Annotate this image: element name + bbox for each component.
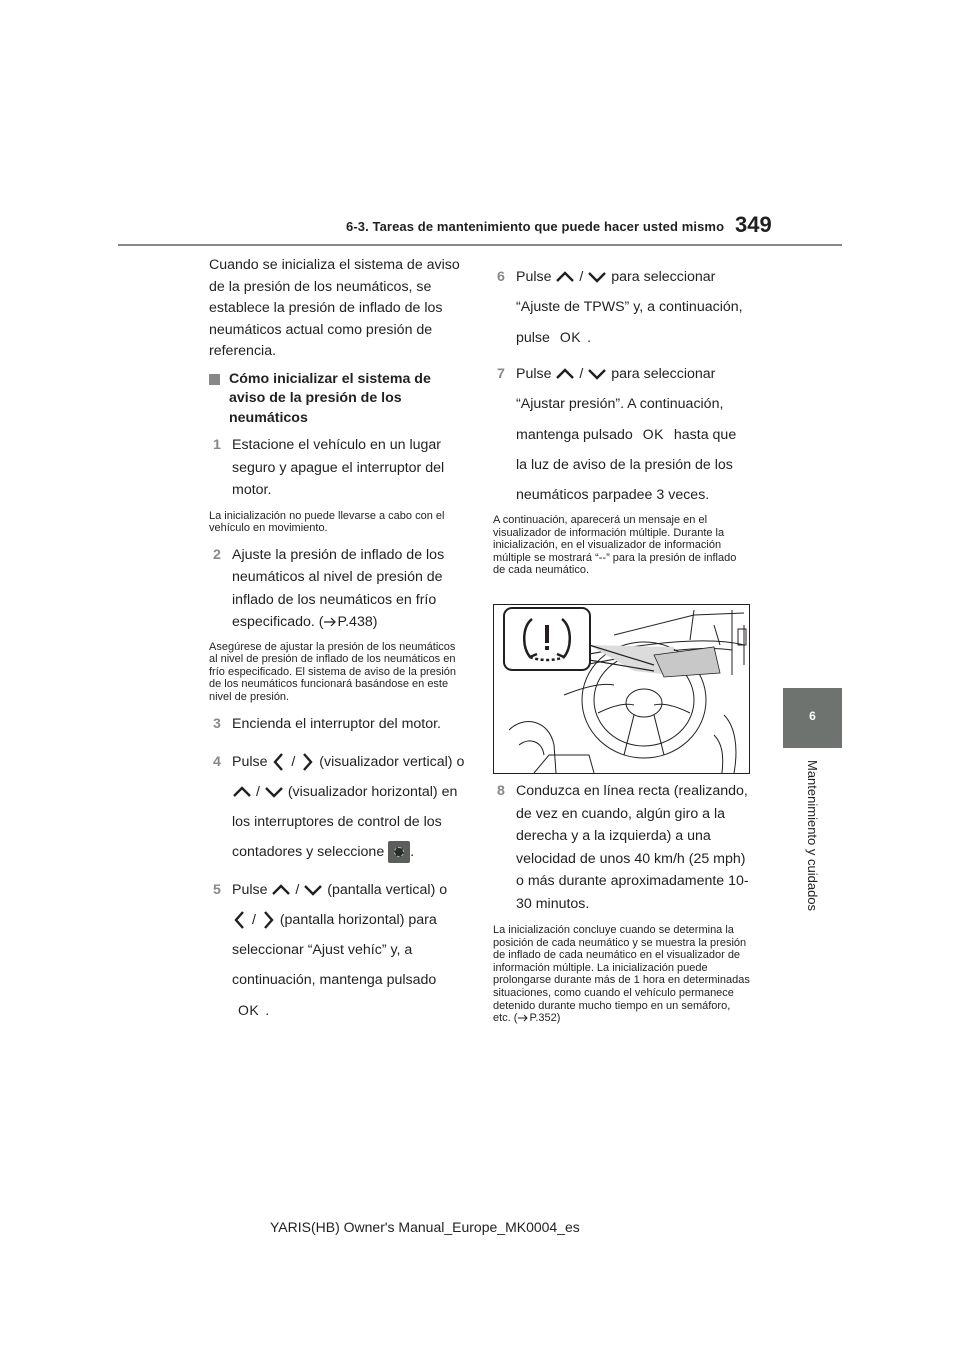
settings-gear-icon bbox=[388, 841, 410, 863]
step-7 bbox=[493, 359, 751, 510]
arrow-right-icon bbox=[517, 1014, 529, 1022]
left-column bbox=[209, 255, 467, 1026]
step-text: (visualizador vertical) o bbox=[319, 754, 465, 771]
chevron-left-icon bbox=[271, 752, 287, 772]
step-text: Conduzca en línea recta (realizando, de vez en cuando, algún giro a la derecha y a la izquierda) a una velocidad de unos 40 km/h (25 mph) o más durante aproximadamente 10-30 minutos. bbox=[516, 783, 749, 912]
chevron-left-icon bbox=[232, 910, 248, 930]
period-text: . bbox=[587, 330, 592, 346]
step-text: Encienda el interruptor del motor. bbox=[232, 715, 441, 732]
chevron-down-icon bbox=[303, 883, 323, 897]
step-text: para seleccionar “Ajustar presión”. A continuación, mantenga pulsado bbox=[516, 366, 724, 443]
step-text: (visualizador horizontal) en los interruptores de control de los contadores y seleccione bbox=[232, 784, 458, 861]
step-text: (pantalla horizontal) para seleccionar “Ajust vehíc” y, a continuación, mantenga pulsado bbox=[232, 912, 437, 989]
step-number: 7 bbox=[497, 366, 505, 382]
step-number: 3 bbox=[213, 715, 221, 732]
chevron-down-icon bbox=[587, 367, 607, 381]
ok-button-icon: OK bbox=[642, 426, 664, 442]
step-number: 1 bbox=[213, 437, 221, 453]
slash-text: / bbox=[291, 754, 296, 771]
step-text: para seleccionar “Ajuste de TPWS” y, a continuación, pulse bbox=[516, 269, 743, 346]
page-reference: P.352) bbox=[529, 1012, 561, 1025]
chevron-down-icon bbox=[264, 785, 284, 799]
chevron-right-icon bbox=[260, 910, 276, 930]
chevron-down-icon bbox=[587, 270, 607, 284]
step-number: 8 bbox=[497, 783, 505, 799]
chevron-up-icon bbox=[555, 367, 575, 381]
steering-wheel-illustration bbox=[494, 605, 749, 773]
intro-paragraph: Cuando se inicializa el sistema de aviso de la presión de los neumáticos, se establece la presión de inflado de los neumáticos actual como presión de referencia. bbox=[209, 257, 460, 359]
chapter-title-vertical bbox=[783, 760, 842, 940]
section-heading bbox=[209, 370, 467, 429]
heading-text: Cómo inicializar el sistema de aviso de la presión de los neumáticos bbox=[229, 370, 431, 426]
step-text: Pulse bbox=[232, 882, 268, 899]
step-number: 6 bbox=[497, 269, 505, 285]
footer-manual-id: YARIS(HB) Owner's Manual_Europe_MK0004_es bbox=[270, 1219, 580, 1235]
step-8 bbox=[493, 780, 751, 915]
note-2: Asegúrese de ajustar la presión de los neumáticos al nivel de presión de inflado de los neumáticos en frío especificado. El sistema de aviso de la presión de los neumáticos funcionará basándose en este nivel de presión. bbox=[209, 640, 457, 704]
period-text: . bbox=[410, 844, 415, 861]
section-title: 6-3. Tareas de mantenimiento que puede hacer usted mismo bbox=[346, 219, 725, 234]
chevron-up-icon bbox=[555, 270, 575, 284]
step-3 bbox=[209, 713, 467, 736]
step-text: hasta que la luz de aviso de la presión de los neumáticos parpadee 3 veces. bbox=[516, 427, 737, 503]
header-rule bbox=[118, 244, 842, 246]
step-1 bbox=[209, 434, 467, 502]
slash-text: / bbox=[579, 269, 584, 285]
chevron-up-icon bbox=[271, 883, 291, 897]
page-reference: P.438) bbox=[337, 614, 378, 631]
note-8 bbox=[493, 924, 751, 1025]
step-text: Pulse bbox=[516, 366, 552, 382]
step-number: 2 bbox=[213, 546, 221, 563]
step-2 bbox=[209, 544, 467, 634]
slash-text: / bbox=[579, 366, 584, 382]
step-number: 5 bbox=[213, 882, 221, 899]
dashboard-illustration bbox=[493, 604, 750, 774]
ok-button-icon: OK bbox=[559, 329, 582, 345]
step-4 bbox=[209, 747, 467, 867]
step-6 bbox=[493, 262, 751, 353]
slash-text: / bbox=[251, 912, 256, 929]
note-text: La inicialización concluye cuando se determina la posición de cada neumático y se muestra la presión de inflado de cada neumático en el visualizador de información múltiple. La inicialización puede prolongarse durante más de 1 hora en determinadas situaciones, como cuando el vehículo permanece detenido durante mucho tiempo en un semáforo, etc. ( bbox=[493, 924, 750, 1025]
step-text: (pantalla vertical) o bbox=[327, 882, 448, 899]
note-7: A continuación, aparecerá un mensaje en el visualizador de información múltiple. Durante la inicialización, en el visualizador de información múltiple se mostrará “--” para la presión de inflado de cada neumático. bbox=[493, 514, 737, 577]
chapter-title: Mantenimiento y cuidados bbox=[804, 760, 820, 912]
ok-button-icon: OK bbox=[238, 1002, 260, 1019]
arrow-right-icon bbox=[323, 617, 337, 627]
right-column-continued bbox=[493, 780, 751, 1025]
period-text: . bbox=[265, 1003, 270, 1020]
slash-text: / bbox=[255, 784, 260, 801]
step-text: Ajuste la presión de inflado de los neumáticos al nivel de presión de inflado de los neumáticos en frío especificado. ( bbox=[232, 546, 445, 631]
note-1: La inicialización no puede llevarse a cabo con el vehículo en movimiento. bbox=[209, 509, 445, 535]
page-number: 349 bbox=[735, 212, 772, 237]
chevron-up-icon bbox=[232, 785, 252, 799]
step-number: 4 bbox=[213, 754, 221, 771]
step-text: Estacione el vehículo en un lugar seguro y apague el interruptor del motor. bbox=[232, 437, 445, 498]
square-bullet-icon bbox=[209, 374, 220, 385]
right-column bbox=[493, 262, 751, 577]
slash-text: / bbox=[295, 882, 300, 899]
step-5 bbox=[209, 875, 467, 1026]
chapter-number: 6 bbox=[809, 709, 816, 723]
chevron-right-icon bbox=[299, 752, 315, 772]
step-text: Pulse bbox=[516, 269, 552, 285]
step-text: Pulse bbox=[232, 754, 268, 771]
